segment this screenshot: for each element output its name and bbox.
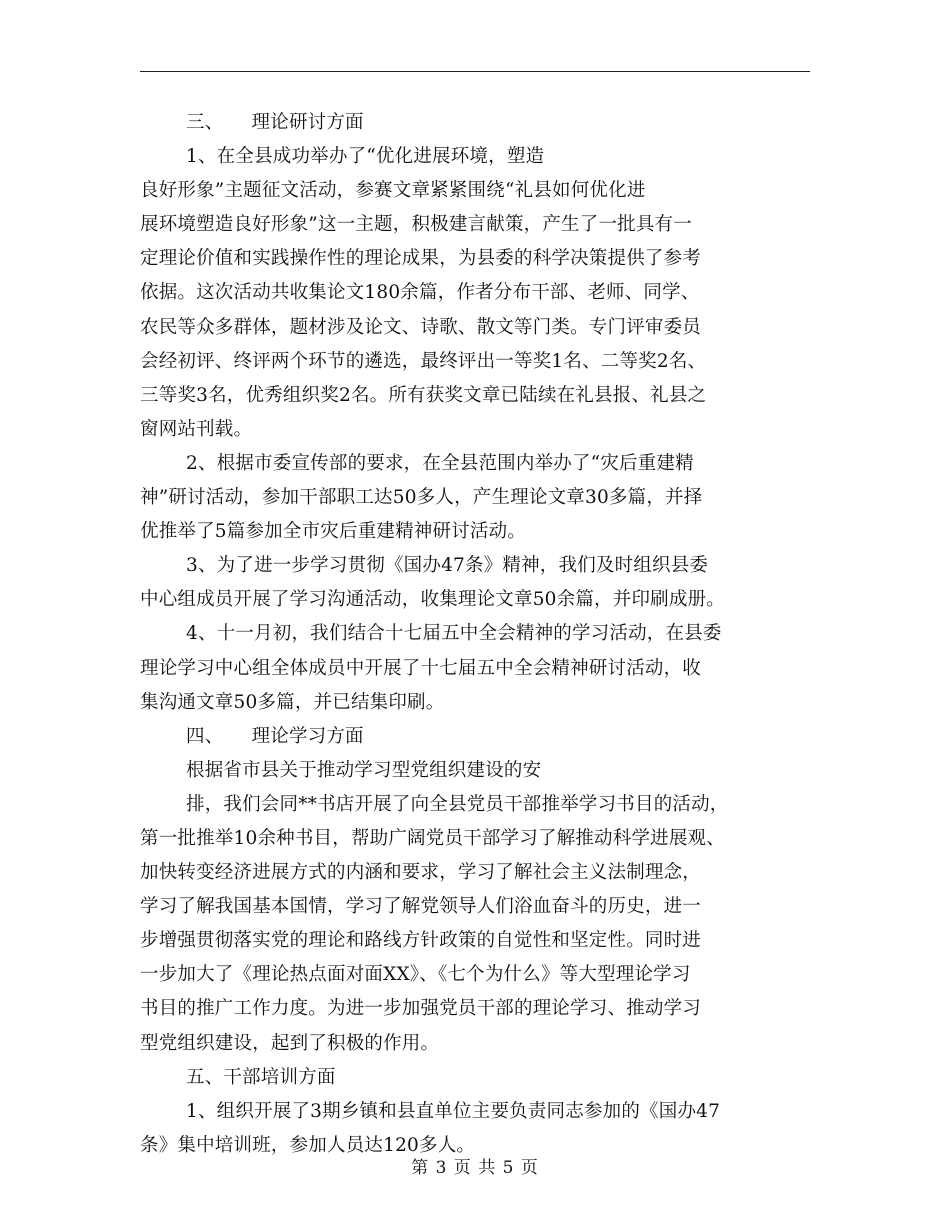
text-line: 4、十一月初，我们结合十七届五中全会精神的学习活动，在县委	[186, 623, 722, 645]
text-line: 三、 理论研讨方面	[186, 112, 364, 133]
text-line: 型党组织建设，起到了积极的作用。	[140, 1032, 440, 1054]
page-number-footer: 第 3 页 共 5 页	[411, 1158, 539, 1178]
text-line: 根据省市县关于推动学习型党组织建设的安	[186, 759, 542, 781]
text-line: 定理论价值和实践操作性的理论成果，为县委的科学决策提供了参考	[140, 248, 702, 270]
text-line: 理论学习中心组全体成员中开展了十七届五中全会精神研讨活动，收	[140, 657, 702, 679]
text-line: 2、根据市委宣传部的要求，在全县范围内举办了“灾后重建精	[186, 452, 694, 474]
text-line: 第一批推举10余种书目，帮助广阔党员干部学习了解推动科学进展观、	[140, 827, 725, 849]
text-line: 集沟通文章50多篇，并已结集印刷。	[140, 691, 445, 713]
text-line: 依据。这次活动共收集论文180余篇，作者分布干部、老师、同学、	[140, 282, 700, 304]
text-line: 书目的推广工作力度。为进一步加强党员干部的理论学习、推动学习	[140, 998, 702, 1020]
text-line: 一步加大了《理论热点面对面XX》、《七个为什么》等大型理论学习	[140, 964, 691, 986]
text-line: 学习了解我国基本国情，学习了解党领导人们浴血奋斗的历史，进一	[140, 896, 702, 918]
text-line: 步增强贯彻落实党的理论和路线方针政策的自觉性和坚定性。同时进	[140, 930, 702, 952]
text-line: 展环境塑造良好形象”这一主题，积极建言献策，产生了一批具有一	[140, 214, 692, 236]
text-line: 中心组成员开展了学习沟通活动，收集理论文章50余篇，并印刷成册。	[140, 589, 725, 611]
text-line: 1、在全县成功举办了“优化进展环境，塑造	[186, 146, 545, 168]
text-line: 神”研讨活动，参加干部职工达50多人，产生理论文章30多篇，并择	[140, 487, 703, 509]
text-line: 排，我们会同**书店开展了向全县党员干部推举学习书目的活动，	[186, 793, 729, 815]
text-line: 优推举了5篇参加全市灾后重建精神研讨活动。	[140, 521, 526, 543]
text-line: 农民等众多群体，题材涉及论文、诗歌、散文等门类。专门评审委员	[140, 316, 702, 338]
text-line: 五、干部培训方面	[186, 1066, 336, 1088]
text-line: 良好形象”主题征文活动，参赛文章紧紧围绕“礼县如何优化进	[140, 180, 646, 202]
text-line: 窗网站刊载。	[140, 418, 253, 440]
text-line: 会经初评、终评两个环节的遴选，最终评出一等奖1名、二等奖2名、	[140, 350, 707, 372]
text-line: 加快转变经济进展方式的内涵和要求，学习了解社会主义法制理念，	[140, 862, 702, 884]
text-line: 1、组织开展了3期乡镇和县直单位主要负责同志参加的《国办47	[186, 1100, 721, 1122]
text-line: 条》集中培训班，参加人员达120多人。	[140, 1134, 476, 1156]
text-line: 3、为了进一步学习贯彻《国办47条》精神，我们及时组织县委	[186, 555, 709, 577]
header-rule	[140, 71, 810, 72]
text-line: 四、 理论学习方面	[186, 725, 364, 747]
text-line: 三等奖3名，优秀组织奖2名。所有获奖文章已陆续在礼县报、礼县之	[140, 384, 707, 406]
document-body	[140, 106, 820, 1163]
